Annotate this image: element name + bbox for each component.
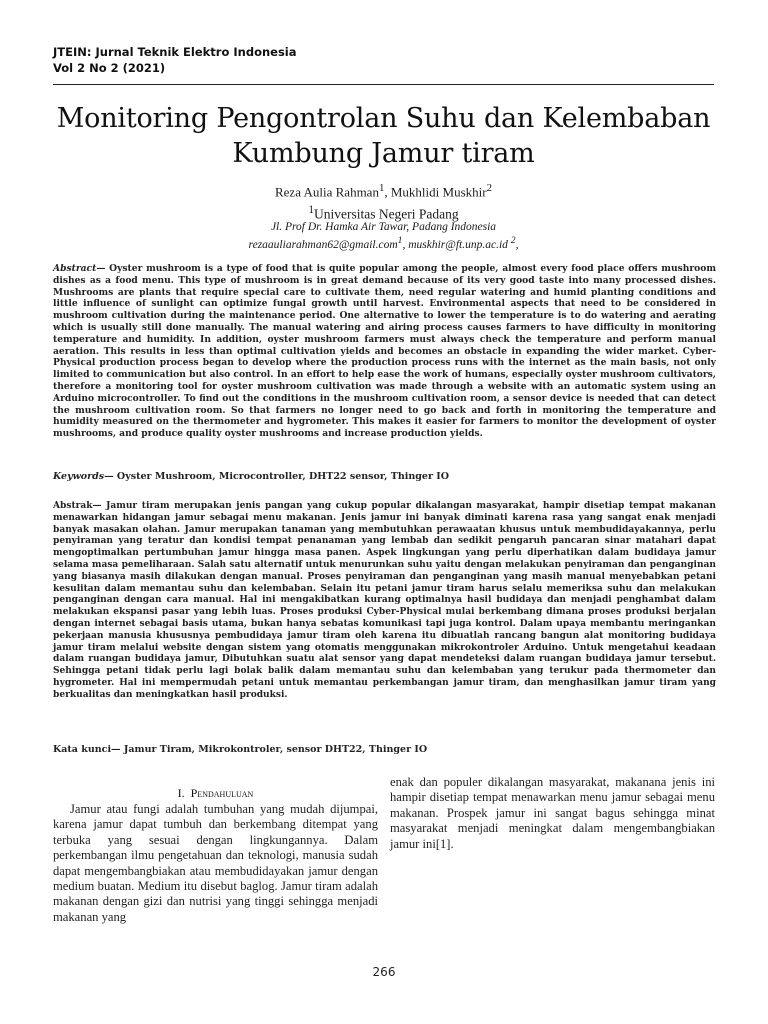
journal-volume: Vol 2 No 2 (2021) xyxy=(53,61,166,75)
author-1: Reza Aulia Rahman xyxy=(274,184,379,200)
email-2-mark: 2 xyxy=(510,235,516,246)
header-rule xyxy=(53,84,714,85)
author-2: Mukhlidi Muskhir xyxy=(390,184,487,200)
email-2: muskhir@ft.unp.ac.id xyxy=(408,238,508,251)
paper-title xyxy=(53,101,714,171)
author-list: Reza Aulia Rahman$^1$, Mukhlidi Muskhir$^2$ xyxy=(274,182,493,200)
journal-name: JTEIN: Jurnal Teknik Elektro Indonesia xyxy=(53,45,297,59)
abstract-body: — Oyster mushroom is a type of food that is quite popular among the people, almost every food place offers mushroom dishes as a food menu. This type of mushroom is in great demand because of its very good taste into many processed dishes. Mushrooms are plants that require special care to cultivate them, need regular watering and humid planting conditions and little influence of sunlight can optimize fungal growth until harvest. Environmental aspects that need to be considered in mushroom cultivation during the maintenance period. One alternative to lower the temperature is to do watering and aerating which is usually still done manually. The manual watering and airing process causes farmers to have difficulty in monitoring temperature and humidity. In addition, oyster mushroom farmers must always check the temperature and perform manual aeration. This results in less than optimal cultivation yields and becomes an obstacle in expanding the wider market. Cyber-Physical production process began to develop where the production process runs with the internet as the main basis, not only limited to communication but also control. In an effort to help ease the work of humans, especially oyster mushroom cultivators, therefore a monitoring tool for oyster mushroom cultivation was made through a website with an automatic system using an Arduino microcontroller. To find out the conditions in the mushroom cultivation room, a sensor device is needed that can detect the mushroom cultivation room. So that farmers no longer need to go back and forth in monitoring the temperature and humidity measured on the thermometer and hygrometer. This makes it easier for farmers to monitor the development of oyster mushrooms, and produce quality oyster mushrooms and increase production yields. xyxy=(53,263,716,440)
keywords-list: — Oyster Mushroom, Microcontroller, DHT22 sensor, Thinger IO xyxy=(104,471,449,482)
title-line-2: Kumbung Jamur tiram xyxy=(232,138,535,169)
author-2-affil-mark: 2 xyxy=(486,182,493,194)
keywords xyxy=(53,471,716,483)
affiliation-name: Universitas Negeri Padang xyxy=(313,206,459,222)
journal-header xyxy=(53,44,297,76)
affiliation-address: Jl. Prof Dr. Hamka Air Tawar, Padang Indonesia xyxy=(270,221,497,233)
page-number: 266 xyxy=(372,965,396,979)
body-column-right: enak dan populer dikalangan masyarakat, makanana jenis ini hampir disetiap tempat menawarkan menu jamur sebagai menu makanan. Prospek jamur ini sangat bagus sehingga minat masyarakat menjadi meningkat dalam mengembangbiakan jamur ini[1]. xyxy=(390,775,715,851)
author-1-affil-mark: 1 xyxy=(378,182,385,194)
email-1: rezaauliarahman62@gmail.com xyxy=(248,238,398,251)
email-1-mark: 1 xyxy=(397,235,403,246)
section-numeral: I. xyxy=(177,786,185,800)
abstract-lead: Abstract xyxy=(53,263,97,274)
keywords-lead: Keywords xyxy=(53,471,105,482)
abstrak-indonesian: Abstrak— Jamur tiram merupakan jenis pangan yang cukup popular dikalangan masyarakat, hampir disetiap tempat makanan menawarkan hidangan jamur sebagai menu makanan. Jenis jamur ini banyak diminati karena rasa yang sangat enak menjadi banyak masakan olahan. Jamur merupakan tanaman yang membutuhkan perawaatan khusus untuk membudidayakannya, perlu penyiraman yang teratur dan kondisi tempat penanaman yang lembab dan sedikit pengaruh pancaran sinar matahari dapat mengoptimalkan pertumbuhan jamur hingga masa panen. Aspek lingkungan yang perlu diperhatikan dalam budidaya jamur selama masa pemeliharaan. Salah satu alternatif untuk menurunkan suhu yaitu dengan melakukan penyiraman dan penganginan yang biasanya masih dilakukan dengan manual. Proses penyiraman dan penganginan yang masih manual menyebabkan petani kesulitan dalam memantau suhu dan kelembaban. Selain itu petani jamur tiram harus selalu memeriksa suhu dan melakukan penganginan dengan cara manual. Hal ini mengakibatkan kurang optimalnya hasil budidaya dan menjadi penghambat dalam melakukan ekspansi pasar yang lebih luas. Proses produksi Cyber-Physical mulai berkembang dimana proses produksi berjalan dengan internet sebagai basis utama, bukan hanya sebatas komunikasi tapi juga kontrol. Dalam upaya membantu meringankan pekerjaan manusia khususnya pembudidaya jamur tiram oleh karena itu dibuatlah rancang bangun alat monitoring budidaya jamur tiram melalui website dengan sistem yang otomatis menggunakan mikrokontroler Arduino. Untuk mengetahui keadaan dalam ruangan budidaya jamur, Dibutuhkan suatu alat sensor yang dapat mendeteksi dalam ruangan budidaya jamur tersebut. Sehingga petani tidak perlu lagi bolak balik dalam memantau suhu dan kelembaban yang terukur pada thermometer dan hygrometer. Hal ini mempermudah petani untuk memantau perkembangan jamur tiram, dan menghasilkan jamur tiram yang berkualitas dan meningkatkan hasil produksi. xyxy=(53,501,716,700)
section-heading xyxy=(53,786,378,800)
author-emails: rezaauliarahman62@gmail.com$^1$, muskhir@ft.unp.ac.id $^2$, xyxy=(248,235,519,251)
affiliation-mark: 1 xyxy=(308,204,314,216)
abstract-english xyxy=(53,263,716,440)
kata-kunci: Kata kunci— Jamur Tiram, Mikrokontroler, sensor DHT22, Thinger IO xyxy=(53,744,428,755)
body-column-left: Jamur atau fungi adalah tumbuhan yang mudah dijumpai, karena jamur dapat tumbuh dan berkembang ditempat yang terbuka yang sesuai dengan lingkungannya. Dalam perkembangan ilmu pengetahuan dan teknologi, manusia sudah dapat mengembangbiakan atau membudidayakan jamur dengan medium buatan. Medium itu disebut baglog. Jamur tiram adalah makanan dengan gizi dan nutrisi yang tinggi sehingga menjadi makanan yang xyxy=(53,802,378,924)
title-line-1: Monitoring Pengontrolan Suhu dan Kelembaban xyxy=(56,103,711,134)
section-title: Pendahuluan xyxy=(190,786,254,800)
